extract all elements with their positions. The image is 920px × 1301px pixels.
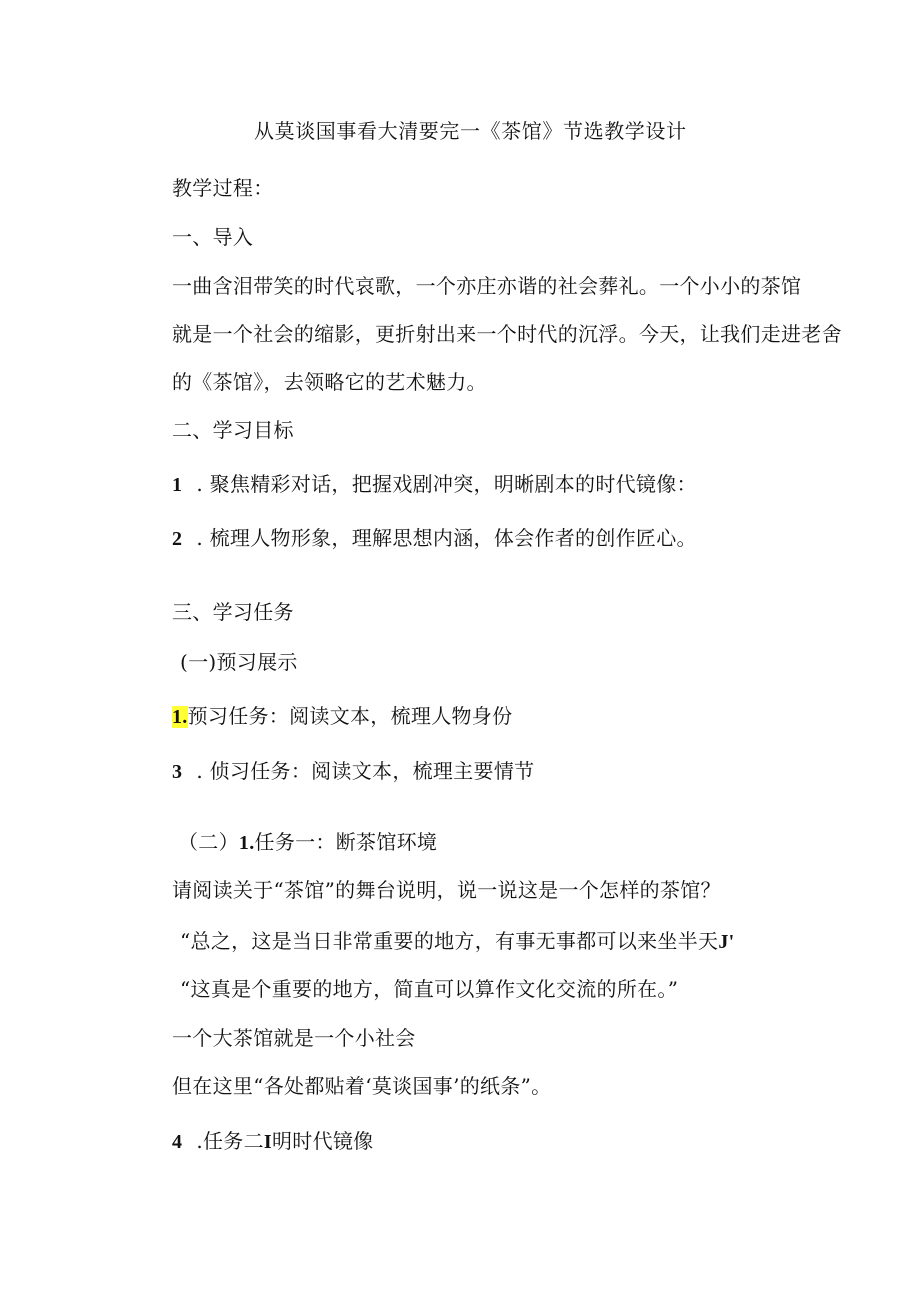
quote-1-end-mark: J' (718, 931, 735, 953)
goal-1-text: . 聚焦精彩对话，把握戏剧冲突，明晰剧本的时代镜像： (196, 472, 697, 496)
preview-task-3 (172, 758, 534, 785)
task-two-heading (172, 1128, 373, 1155)
subsection-preview-heading: (一)预习展示 (180, 650, 298, 674)
goals-heading: 二、学习目标 (172, 418, 294, 442)
quote-1-text: “总之，这是当日非常重要的地方，有事无事都可以来坐半天 (180, 929, 719, 953)
preview-1-number-highlighted: 1. (172, 706, 188, 728)
society-line: 一个大茶馆就是一个小社会 (172, 1026, 416, 1050)
goal-item-2 (172, 525, 697, 552)
goal-1-number: 1 (172, 474, 183, 496)
preview-task-1 (172, 703, 512, 730)
stage-direction-question: 请阅读关于“茶馆”的舞台说明，说一说这是一个怎样的茶馆？ (172, 878, 721, 902)
preview-1-text: 预习任务：阅读文本，梳理人物身份 (187, 704, 513, 728)
subsection-2-number: 1. (238, 832, 255, 854)
tasks-heading: 三、学习任务 (172, 600, 294, 624)
preview-3-number: 3 (172, 761, 183, 783)
subsection-2-text: 任务一：断茶馆环境 (254, 830, 438, 854)
intro-paragraph-line-3: 的《茶馆》，去领略它的艺术魅力。 (172, 370, 487, 394)
intro-heading: 一、导入 (172, 225, 254, 249)
quote-line-1 (180, 928, 735, 955)
document-title: 从莫谈国事看大清要完一《茶馆》节选教学设计 (254, 119, 687, 143)
goal-2-text: . 梳理人物形象，理解思想内涵，体会作者的创作匠心。 (196, 526, 697, 550)
subsection-2-prefix: （二） (178, 830, 239, 854)
task-2-i-mark: I (263, 1131, 272, 1153)
task-2-label: .任务二 (196, 1129, 264, 1153)
process-label: 教学过程： (172, 176, 274, 200)
goal-item-1 (172, 471, 697, 498)
subsection-task-one-heading (178, 829, 437, 856)
notice-line: 但在这里“各处都贴着‘莫谈国事’的纸条”。 (172, 1074, 552, 1098)
intro-paragraph-line-2: 就是一个社会的缩影，更折射出来一个时代的沉浮。今天，让我们走进老舍 (172, 322, 842, 346)
task-2-text: 明时代镜像 (271, 1129, 374, 1153)
preview-3-text: . 侦习任务：阅读文本，梳理主要情节 (196, 759, 535, 783)
goal-2-number: 2 (172, 528, 183, 550)
quote-line-2: “这真是个重要的地方，简直可以算作文化交流的所在。” (180, 977, 679, 1001)
task-2-number: 4 (172, 1131, 183, 1153)
intro-paragraph-line-1: 一曲含泪带笑的时代哀歌，一个亦庄亦谐的社会葬礼。一个小小的茶馆 (172, 274, 802, 298)
